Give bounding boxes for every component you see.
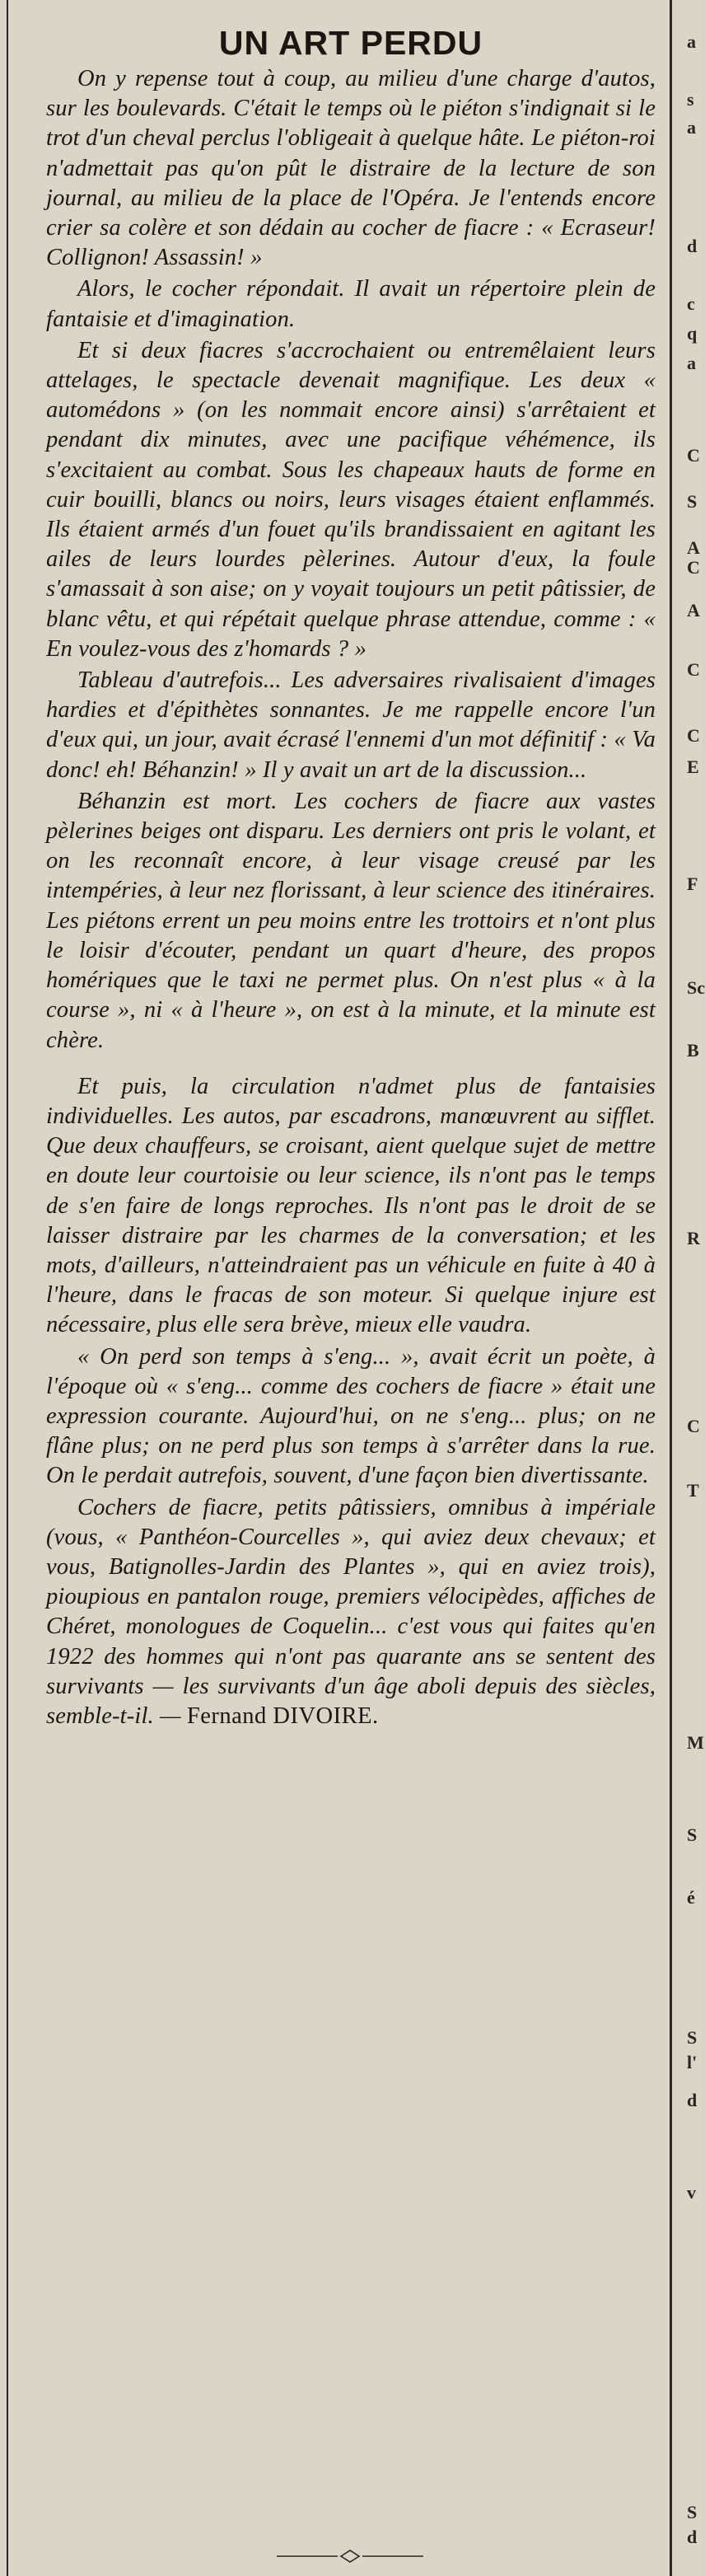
article-paragraph: « On perd son temps à s'eng... », avait écrit un poète, à l'époque où « s'eng... comme des cochers de fiacre » était une expression courante. Aujourd'hui, on ne s'eng... plus; on ne flâne plus; on ne perd plus son temps à s'arrêter dans la rue. On le perdait autrefois, souvent, d'une façon bien divertissante. bbox=[46, 1343, 656, 1489]
right-column-rule bbox=[670, 0, 672, 2576]
article-paragraph: Alors, le cocher répondait. Il avait un répertoire plein de fantaisie et d'imagination. bbox=[46, 276, 656, 332]
margin-letter: S bbox=[687, 2027, 698, 2048]
margin-letter: a bbox=[687, 31, 696, 52]
margin-letter: S bbox=[687, 2502, 698, 2522]
article-title: UN ART PERDU bbox=[218, 24, 483, 62]
margin-letter: C bbox=[687, 659, 700, 680]
margin-letter: S bbox=[687, 1824, 698, 1845]
margin-letter: a bbox=[687, 117, 696, 138]
margin-letter: E bbox=[687, 756, 699, 777]
margin-letter: d bbox=[687, 2527, 698, 2547]
margin-letter: C bbox=[687, 725, 700, 746]
margin-letter: C bbox=[687, 557, 700, 578]
article bbox=[46, 23, 656, 1731]
end-ornament-icon bbox=[272, 2548, 428, 2564]
article-paragraph: Et si deux fiacres s'accrochaient ou entremêlaient leurs attelages, le spectacle devenait magnifique. Les deux « automédons » (on les nommait encore ainsi) s'arrêtaient et pendant dix minutes, avec une pacifique véhémence, ils s'excitaient au combat. Sous les chapeaux hauts de forme en cuir bouilli, blancs ou noirs, leurs visages étaient enflammés. Ils étaient armés d'un fouet qu'ils brandissaient en agitant les ailes de leurs lourdes pèlerines. Autour d'eux, la foule s'amassait à son aise; on y voyait toujours un petit pâtissier, de blanc vêtu, et qui répétait quelque phrase attendue, comme : « En voulez-vous des z'homards ? » bbox=[46, 337, 656, 662]
margin-letter: C bbox=[687, 445, 700, 466]
margin-letter: a bbox=[687, 353, 696, 373]
article-paragraph: Et puis, la circulation n'admet plus de fantaisies individuelles. Les autos, par escadrons, manœuvrent au sifflet. Que deux chauffeurs, se croisant, aient quelque sujet de mettre en doute leur courtoisie ou leur science, ils n'ont pas le temps de s'en faire de longs reproches. Ils n'ont pas le droit de se laisser distraire par les charmes de la conversation; et les mots, d'ailleurs, n'atteindraient pas un véhicule en fuite à 40 à l'heure, dans le fracas de son moteur. Si quelque injure est nécessaire, plus elle sera brève, mieux elle vaudra. bbox=[46, 1073, 656, 1338]
article-paragraph: On y repense tout à coup, au milieu d'une charge d'autos, sur les boulevards. C'était le temps où le piéton s'indignait si le trot d'un cheval perclus l'obligeait à quelque hâte. Le piéton-roi n'admettait pas qu'on pût le distraire de la lecture de son journal, au milieu de la place de l'Opéra. Je l'entends encore crier sa colère et son dédain au cocher de fiacre : « Ecraseur! Collignon! Assassin! » bbox=[46, 66, 656, 271]
margin-letter: R bbox=[687, 1228, 700, 1248]
margin-letter: A bbox=[687, 600, 700, 621]
margin-letter: d bbox=[687, 2090, 698, 2110]
margin-letter: l' bbox=[687, 2052, 698, 2073]
margin-letter: M bbox=[687, 1732, 704, 1753]
closing-paragraph-text: Cochers de fiacre, petits pâtissiers, omnibus à impériale (vous, « Panthéon-Courcelles », qui aviez deux chevaux; et vous, Batignolles-Jardin des Plantes », qui en aviez trois), pioupious en pantalon rouge, premiers vélocipèdes, affiches de Chéret, monologues de Coquelin... c'est vous qui faites qu'en 1922 des hommes qui n'ont pas quarante ans se sentent des survivants — les survivants d'un âge aboli depuis des siècles, semble-t-il. — bbox=[46, 1494, 656, 1729]
margin-letter: q bbox=[687, 323, 698, 344]
margin-letter: v bbox=[687, 2182, 696, 2203]
margin-letter: A bbox=[687, 537, 700, 558]
margin-letter: C bbox=[687, 1416, 700, 1436]
margin-letter: c bbox=[687, 293, 695, 314]
margin-letter: F bbox=[687, 873, 698, 894]
adjacent-column-fragment bbox=[674, 0, 703, 2576]
margin-letter: T bbox=[687, 1480, 699, 1501]
author-signature: Fernand DIVOIRE. bbox=[186, 1703, 379, 1729]
margin-letter: Sc bbox=[687, 977, 705, 998]
article-paragraph bbox=[46, 1493, 656, 1732]
article-paragraph: Tableau d'autrefois... Les adversaires rivalisaient d'images hardies et d'épithètes sonnantes. Je me rappelle encore l'un d'eux qui, un jour, avait écrasé l'ennemi d'un mot définitif : « Va donc! eh! Béhanzin! » Il y avait un art de la discussion... bbox=[46, 667, 656, 783]
margin-letter: B bbox=[687, 1040, 699, 1061]
left-column-rule bbox=[7, 0, 8, 2576]
article-paragraph: Béhanzin est mort. Les cochers de fiacre aux vastes pèlerines beiges ont disparu. Les derniers ont pris le volant, et on les reconnaît encore, à leur visage creusé par les intempéries, à leur nez florissant, à leur science des itinéraires. Les piétons errent un peu moins entre les trottoirs et n'ont plus le loisir d'écouter, pendant un quart d'heure, des propos homériques que le taxi ne permet plus. On n'est plus « à la course », ni « à l'heure », on est à la minute, et la minute est chère. bbox=[46, 788, 656, 1053]
margin-letter: s bbox=[687, 89, 694, 110]
margin-letter: S bbox=[687, 491, 698, 512]
margin-letter: d bbox=[687, 236, 698, 256]
margin-letter: é bbox=[687, 1887, 695, 1908]
